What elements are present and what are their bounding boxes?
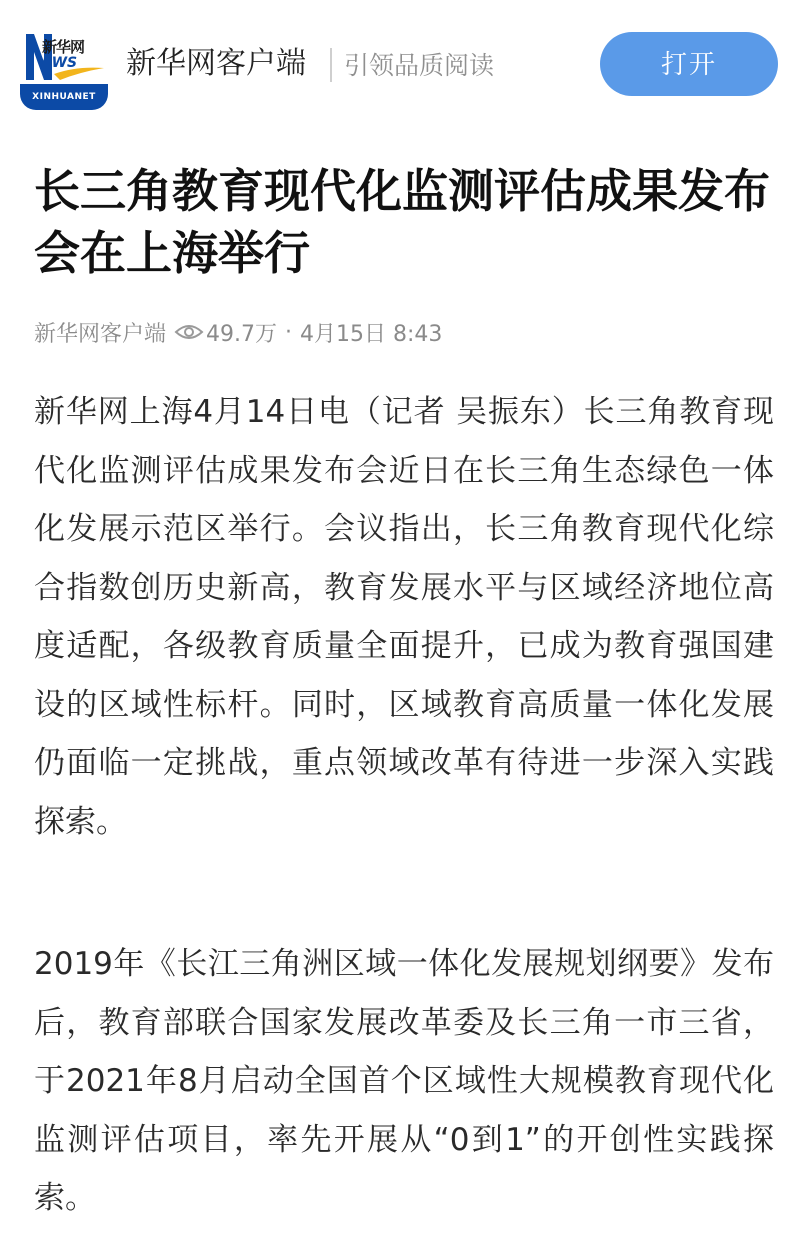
app-download-banner [0,0,800,124]
eye-icon [174,322,204,342]
article-source[interactable]: 新华网客户端 [34,321,167,347]
banner-divider [330,48,332,82]
article-meta [34,314,774,350]
logo-top-text: 新华网 [42,38,85,56]
article-paragraph-1: 新华网上海4月14日电（记者 吴振东）长三角教育现代化监测评估成果发布会近日在长三角生态绿色一体化发展示范区举行。会议指出，长三角教育现代化综合指数创历史新高，教育发展水平与区域经济地位高度适配，各级教育质量全面提升，已成为教育强国建设的区域性标杆。同时，区域教育高质量一体化发展仍面临一定挑战，重点领域改革有待进一步深入实践探索。 [34,394,774,840]
publish-date: 4月15日 8:43 [300,321,443,347]
article-title: 长三角教育现代化监测评估成果发布会在上海举行 [34,164,770,280]
logo-news-text: EWS [42,55,78,71]
app-slogan: 引领品质阅读 [344,51,495,80]
app-name: 新华网客户端 [126,46,306,81]
open-app-button[interactable]: 打开 [600,32,778,96]
view-count: 49.7万 [206,321,278,347]
xinhuanet-logo[interactable] [20,28,108,110]
article-paragraph-2: 2019年《长江三角洲区域一体化发展规划纲要》发布后，教育部联合国家发展改革委及长三角一市三省，于2021年8月启动全国首个区域性大规模教育现代化监测评估项目，率先开展从“0到1”的开创性实践探索。 [34,946,774,1216]
meta-separator: · [285,319,293,345]
logo-bottom-text: XINHUANET [20,84,108,110]
